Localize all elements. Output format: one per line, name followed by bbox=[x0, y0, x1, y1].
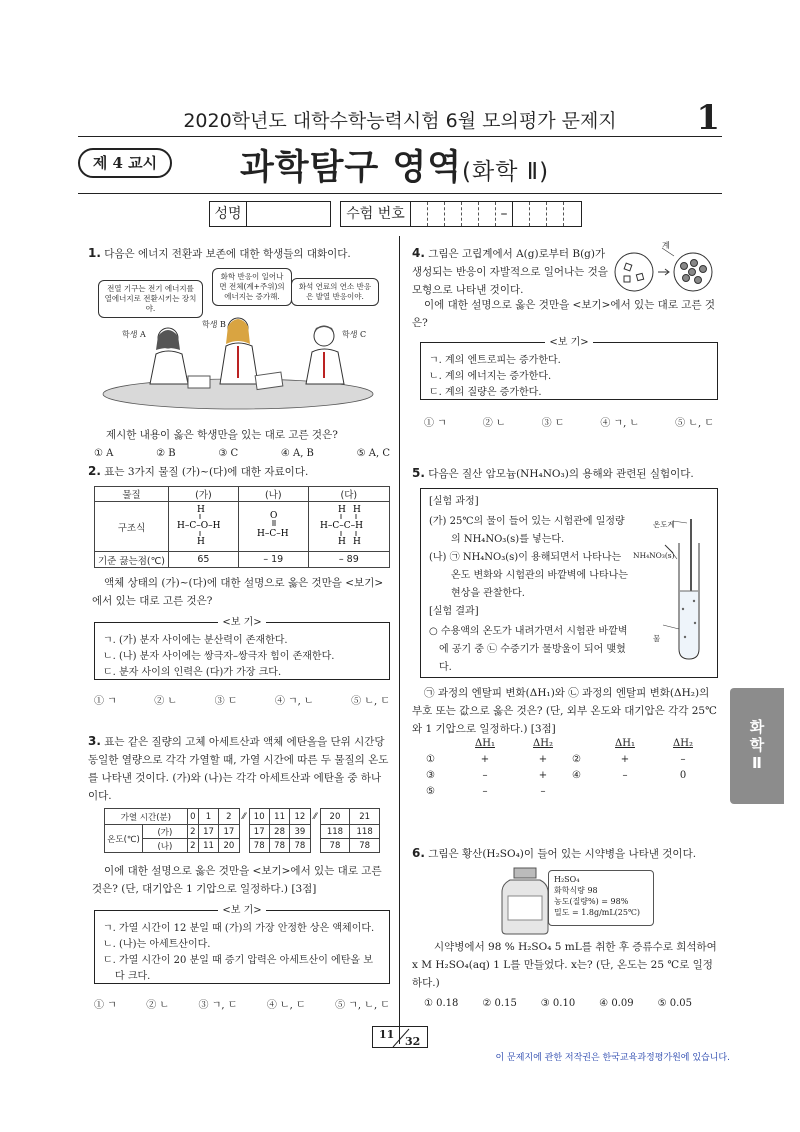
q3-time: 10 bbox=[249, 809, 269, 825]
q2-structure-label: 구조식 bbox=[95, 502, 169, 552]
q3-time: 20 bbox=[320, 809, 350, 825]
name-box bbox=[209, 201, 331, 227]
copyright-note: 이 문제지에 관한 저작권은 한국교육과정평가원에 있습니다. bbox=[495, 1053, 730, 1063]
q4-choice[interactable]: ③ ㄷ bbox=[541, 418, 565, 429]
q3-choices bbox=[94, 996, 390, 1011]
q5-option-h2: – bbox=[680, 754, 686, 765]
q1-illustration bbox=[88, 266, 388, 414]
student-c-label: 학생 C bbox=[342, 330, 367, 339]
q5-option-h2: + bbox=[538, 770, 548, 781]
svg-text:H–C–C–H: H–C–C–H bbox=[319, 521, 363, 531]
subject-side-tab bbox=[730, 688, 784, 804]
q5-col-h2: ΔH₂ bbox=[533, 738, 553, 749]
q5-result: ○ 수용액의 온도가 내려가면서 시험관 바깥벽에 공기 중 ㉡ 수증기가 물방울이 되어 맺혔다. bbox=[429, 626, 628, 673]
q4-figure bbox=[612, 241, 722, 294]
q2-choice[interactable]: ② ㄴ bbox=[154, 696, 178, 707]
q4-question: 이에 대한 설명으로 옳은 것만을 <보기>에서 있는 대로 고른 것은? bbox=[412, 299, 716, 329]
q4-box bbox=[420, 337, 718, 400]
svg-text:H–C–H: H–C–H bbox=[257, 529, 289, 539]
q5-option-row bbox=[426, 752, 716, 768]
q3-break bbox=[310, 839, 320, 853]
q3-temp-ga: 17 bbox=[219, 825, 239, 839]
q3-row-ga-label: (가) bbox=[143, 825, 188, 839]
q3-choice[interactable]: ④ ㄴ, ㄷ bbox=[266, 1000, 306, 1011]
q3-question: 이에 대한 설명으로 옳은 것만을 <보기>에서 있는 대로 고른 것은? (단, 대기압은 1 기압으로 일정하다.) [3점] bbox=[92, 865, 382, 895]
q3-time: 21 bbox=[350, 809, 380, 825]
q3-temp-ga: 28 bbox=[269, 825, 289, 839]
q4-box-item: ㄱ. 계의 엔트로피는 증가한다. bbox=[429, 355, 561, 366]
isolated-system-diagram bbox=[612, 244, 722, 294]
q3-time: 0 bbox=[187, 809, 198, 825]
svg-text:H: H bbox=[337, 537, 346, 547]
q5-option-h2: 0 bbox=[679, 770, 687, 781]
q1-stem bbox=[88, 244, 388, 263]
q3-box bbox=[94, 905, 390, 984]
q3-stem-text: 표는 같은 질량의 고체 아세트산과 액체 에탄올을 단위 시간당 동일한 열량으로 각각 가열할 때, 가열 시간에 따른 두 물질의 온도를 나타낸 것이다. (가)와 (나)는 각각 아세트산과 에탄올 중 하나이다. bbox=[88, 736, 389, 802]
q3-temp-na: 2 bbox=[187, 839, 198, 853]
q4-box-label: <보 기> bbox=[545, 337, 592, 348]
q5-question: ㉠ 과정의 엔탈피 변화(ΔH₁)와 ㉡ 과정의 엔탈피 변화(ΔH₂)의 부호 또는 값으로 옳은 것은? (단, 외부 온도와 대기압은 각각 25℃와 1 기압으로 일정하다.) [3점] bbox=[412, 687, 717, 735]
exam-number-digit[interactable] bbox=[530, 202, 547, 226]
svg-text:H: H bbox=[197, 537, 206, 547]
side-tab-char: 화 bbox=[749, 718, 765, 736]
q3-choice[interactable]: ② ㄴ bbox=[146, 1000, 170, 1011]
q6-label-density: 밀도 = 1.8g/mL(25℃) bbox=[554, 908, 641, 917]
q3-temp-na: 78 bbox=[350, 839, 380, 853]
q2-choice[interactable]: ④ ㄱ, ㄴ bbox=[274, 696, 314, 707]
reagent-bottle bbox=[500, 866, 552, 936]
q5-option-h1: – bbox=[482, 786, 488, 797]
q5-option-h1: – bbox=[622, 770, 628, 781]
q5-option-h2: – bbox=[540, 786, 546, 797]
q3-box-item: ㄴ. (나)는 아세트산이다. bbox=[103, 939, 211, 950]
q3-temp-ga: 17 bbox=[198, 825, 218, 839]
q3-temp-ga: 2 bbox=[187, 825, 198, 839]
exam-number-digit[interactable] bbox=[411, 202, 428, 226]
q5-col-h1: ΔH₁ bbox=[475, 738, 495, 749]
q3-break bbox=[310, 825, 320, 839]
q5-options-header bbox=[426, 736, 716, 752]
side-tab-char: Ⅱ bbox=[752, 754, 762, 772]
session-badge: 제 4 교시 bbox=[78, 148, 172, 178]
q5-options bbox=[426, 736, 716, 800]
q2-table-header: (가) bbox=[169, 487, 239, 502]
section-subtitle: (화학 Ⅱ) bbox=[462, 159, 550, 185]
q3-box-item: ㄷ. 가열 시간이 20 분일 때 증기 압력은 아세트산이 에탄올 보다 크다. bbox=[103, 955, 373, 982]
svg-text:H: H bbox=[352, 505, 361, 515]
q3-box-label: <보 기> bbox=[218, 905, 265, 916]
q4-stem bbox=[412, 244, 612, 299]
exam-number-digit[interactable] bbox=[564, 202, 581, 226]
q3-number: 3. bbox=[88, 734, 101, 748]
q1-choice[interactable]: ⑤ A, C bbox=[356, 448, 390, 459]
q6-stem bbox=[412, 844, 722, 863]
q3-choice[interactable]: ① ㄱ bbox=[94, 1000, 117, 1011]
q2-question: 액체 상태의 (가)~(다)에 대한 설명으로 옳은 것만을 <보기>에서 있는 대로 고른 것은? bbox=[92, 577, 384, 607]
exam-number-box bbox=[340, 201, 582, 227]
q6-choice[interactable]: ② 0.15 bbox=[482, 998, 517, 1009]
q2-number: 2. bbox=[88, 464, 101, 478]
q6-choice[interactable]: ④ 0.09 bbox=[599, 998, 634, 1009]
q5-thermometer-label: 온도계 bbox=[653, 520, 675, 529]
exam-number-digit[interactable] bbox=[547, 202, 564, 226]
header-rule-top bbox=[78, 136, 722, 137]
q6-label-card bbox=[548, 870, 654, 926]
q2-table-header: (나) bbox=[238, 487, 308, 502]
exam-number-dash: – bbox=[496, 202, 513, 226]
q1-stem-text: 다음은 에너지 전환과 보존에 대한 학생들의 대화이다. bbox=[104, 248, 351, 260]
q3-row-na-label: (나) bbox=[143, 839, 188, 853]
q2-table-header: 물질 bbox=[95, 487, 169, 502]
q2-choice[interactable]: ⑤ ㄴ, ㄷ bbox=[351, 696, 390, 707]
q5-solid-label: NH₄NO₃(s) bbox=[633, 551, 675, 560]
q1-question: 제시한 내용이 옳은 학생만을 있는 대로 고른 것은? bbox=[106, 429, 338, 441]
q3-temp-na: 11 bbox=[198, 839, 218, 853]
q6-choice[interactable]: ⑤ 0.05 bbox=[657, 998, 692, 1009]
q4-box-item: ㄴ. 계의 에너지는 증가한다. bbox=[429, 371, 552, 382]
q5-col-h1: ΔH₁ bbox=[615, 738, 635, 749]
q3-time: 11 bbox=[269, 809, 289, 825]
svg-text:H: H bbox=[197, 505, 206, 515]
q3-choice[interactable]: ⑤ ㄱ, ㄴ, ㄷ bbox=[335, 1000, 390, 1011]
q2-table bbox=[94, 486, 390, 568]
column-divider bbox=[399, 236, 400, 1044]
exam-number-label: 수험 번호 bbox=[341, 202, 411, 226]
structure-ga bbox=[169, 502, 239, 552]
q5-option-h1: – bbox=[482, 770, 488, 781]
exam-number-digit[interactable] bbox=[445, 202, 462, 226]
q2-box bbox=[94, 617, 390, 680]
q4-system-label: 계 bbox=[662, 241, 670, 250]
svg-text:H: H bbox=[337, 505, 346, 515]
q2-box-item: ㄴ. (나) 분자 사이에는 쌍극자–쌍극자 힘이 존재한다. bbox=[103, 651, 335, 662]
q6-choices bbox=[424, 998, 692, 1009]
bubble-b: 화학 반응이 일어나면 전체(계+주위)의 에너지는 증가해. bbox=[212, 268, 292, 306]
svg-text:H: H bbox=[352, 537, 361, 547]
q5-col-h2: ΔH₂ bbox=[673, 738, 693, 749]
q1-choice[interactable]: ③ C bbox=[218, 448, 239, 459]
structure-na-formula bbox=[243, 502, 303, 548]
q5-number: 5. bbox=[412, 466, 425, 480]
exam-number-digit[interactable] bbox=[462, 202, 479, 226]
q5-option-num[interactable]: ③ bbox=[426, 770, 435, 781]
q4-choice[interactable]: ④ ㄱ, ㄴ bbox=[600, 418, 640, 429]
q3-time: 1 bbox=[198, 809, 218, 825]
footer-page-box bbox=[372, 1026, 428, 1048]
name-label: 성명 bbox=[210, 202, 247, 226]
q3-time: 12 bbox=[290, 809, 310, 825]
structure-da bbox=[308, 502, 389, 552]
q5-proc-na: (나) ㉠ NH₄NO₃(s)이 용해되면서 나타나는 온도 변화와 시험관의 바깥벽에 나타나는 현상을 관찰한다. bbox=[429, 552, 628, 599]
q6-label-mw: 화학식량 98 bbox=[554, 886, 598, 895]
exam-number-digit[interactable] bbox=[513, 202, 530, 226]
q4-box-item: ㄷ. 계의 질량은 증가한다. bbox=[429, 387, 542, 398]
side-tab-char: 학 bbox=[749, 736, 765, 754]
q3-break bbox=[239, 839, 249, 853]
q1-choice[interactable]: ① A bbox=[94, 448, 114, 459]
q5-option-h2: + bbox=[538, 754, 548, 765]
q5-proc-label: [실험 과정] bbox=[429, 496, 479, 507]
structure-na bbox=[238, 502, 308, 552]
student-b-label: 학생 B bbox=[202, 320, 226, 329]
q5-stem bbox=[412, 464, 722, 483]
q2-bp-value: – 89 bbox=[308, 552, 389, 568]
q2-choice[interactable]: ③ ㄷ bbox=[214, 696, 238, 707]
q3-break bbox=[239, 825, 249, 839]
q4-number: 4. bbox=[412, 246, 425, 260]
q3-temp-na: 20 bbox=[219, 839, 239, 853]
q6-choice[interactable]: ③ 0.10 bbox=[540, 998, 576, 1009]
q3-temp-ga: 118 bbox=[320, 825, 350, 839]
q5-option-h1: + bbox=[480, 754, 490, 765]
students-drawing bbox=[88, 266, 388, 414]
q2-box-item: ㄷ. 분자 사이의 인력은 (다)가 가장 크다. bbox=[103, 667, 282, 678]
exam-title: 2020학년도 대학수학능력시험 6월 모의평가 문제지 bbox=[183, 110, 617, 132]
q5-stem-text: 다음은 질산 암모늄(NH₄NO₃)의 용해와 관련된 실험이다. bbox=[428, 468, 694, 480]
q3-temp-na: 78 bbox=[290, 839, 310, 853]
q1-choices bbox=[94, 448, 390, 459]
q4-choice[interactable]: ⑤ ㄴ, ㄷ bbox=[675, 418, 714, 429]
footer-page: 11 bbox=[379, 1028, 395, 1041]
student-a-label: 학생 A bbox=[122, 330, 146, 339]
q2-bp-value: – 19 bbox=[238, 552, 308, 568]
q3-temp-ga: 118 bbox=[350, 825, 380, 839]
q2-box-item: ㄱ. (가) 분자 사이에는 분산력이 존재한다. bbox=[103, 635, 288, 646]
exam-number-digit[interactable] bbox=[428, 202, 445, 226]
q5-option-row bbox=[426, 768, 716, 784]
q2-bp-value: 65 bbox=[169, 552, 239, 568]
q6-label-formula: H₂SO₄ bbox=[554, 875, 580, 884]
q1-choice[interactable]: ② B bbox=[156, 448, 176, 459]
q5-water-label: 물 bbox=[653, 634, 661, 643]
q6-stem-text: 그림은 황산(H₂SO₄)이 들어 있는 시약병을 나타낸 것이다. bbox=[428, 848, 697, 860]
q4-choice[interactable]: ① ㄱ bbox=[424, 418, 447, 429]
q5-option-row bbox=[426, 784, 716, 800]
structure-da-formula bbox=[314, 502, 384, 548]
q2-bp-label: 기준 끓는점(℃) bbox=[95, 552, 169, 568]
q3-temp-label: 온도(℃) bbox=[105, 825, 143, 853]
q5-option-num[interactable]: ⑤ bbox=[426, 786, 435, 797]
section-title-main: 과학탐구 영역 bbox=[240, 148, 463, 188]
q1-choice[interactable]: ④ A, B bbox=[280, 448, 314, 459]
q5-option-h1: + bbox=[620, 754, 630, 765]
structure-ga-formula bbox=[173, 502, 233, 548]
q2-choices bbox=[94, 692, 390, 707]
q2-box-label: <보 기> bbox=[218, 617, 265, 628]
section-title bbox=[240, 140, 549, 190]
q3-box-item: ㄱ. 가열 시간이 12 분일 때 (가)의 가장 안정한 상은 액체이다. bbox=[103, 923, 375, 934]
exam-number-digit[interactable] bbox=[479, 202, 496, 226]
bubble-a: 전열 기구는 전기 에너지를 열에너지로 전환시키는 장치야. bbox=[98, 280, 203, 318]
q2-table-header: (다) bbox=[308, 487, 389, 502]
q5-option-num[interactable]: ② bbox=[572, 754, 581, 765]
q3-temp-ga: 39 bbox=[290, 825, 310, 839]
q6-choice[interactable]: ① 0.18 bbox=[424, 998, 459, 1009]
q3-break: ⁄⁄ bbox=[239, 809, 249, 825]
q3-temp-na: 78 bbox=[249, 839, 269, 853]
q6-number: 6. bbox=[412, 846, 425, 860]
q5-option-num[interactable]: ① bbox=[426, 754, 435, 765]
page-number: 1 bbox=[696, 98, 720, 138]
q3-time-label: 가열 시간(분) bbox=[105, 809, 188, 825]
svg-text:H–C–O–H: H–C–O–H bbox=[177, 521, 221, 531]
name-field[interactable] bbox=[247, 202, 330, 226]
q3-time: 2 bbox=[219, 809, 239, 825]
q3-table bbox=[104, 808, 380, 853]
svg-text:O: O bbox=[270, 511, 278, 521]
q5-experiment-box bbox=[420, 488, 718, 678]
q3-temp-na: 78 bbox=[269, 839, 289, 853]
q3-choice[interactable]: ③ ㄱ, ㄷ bbox=[198, 1000, 238, 1011]
q4-choices bbox=[424, 414, 714, 429]
q5-result-label: [실험 결과] bbox=[429, 606, 479, 617]
q5-proc-ga: (가) 25℃의 물이 들어 있는 시험관에 일정량의 NH₄NO₃(s)를 넣는다. bbox=[429, 516, 625, 545]
q3-temp-na: 78 bbox=[320, 839, 350, 853]
q3-break: ⁄⁄ bbox=[310, 809, 320, 825]
q5-option-num[interactable]: ④ bbox=[572, 770, 581, 781]
header-rule-bottom bbox=[78, 193, 722, 194]
q1-number: 1. bbox=[88, 246, 101, 260]
q3-stem bbox=[88, 732, 390, 805]
q2-stem-text: 표는 3가지 물질 (가)~(다)에 대한 자료이다. bbox=[104, 466, 309, 478]
q3-temp-ga: 17 bbox=[249, 825, 269, 839]
q2-stem bbox=[88, 462, 388, 481]
q4-choice[interactable]: ② ㄴ bbox=[482, 418, 506, 429]
footer-total: 32 bbox=[405, 1035, 421, 1048]
q2-choice[interactable]: ① ㄱ bbox=[94, 696, 117, 707]
q6-label-conc: 농도(질량%) = 98% bbox=[554, 897, 629, 906]
bubble-c: 화석 연료의 연소 반응은 발열 반응이야. bbox=[291, 278, 379, 306]
q6-question: 시약병에서 98 % H₂SO₄ 5 mL를 취한 후 증류수로 희석하여 x M H₂SO₄(aq) 1 L를 만들었다. x는? (단, 온도는 25 ℃로 일정하다.) bbox=[412, 941, 717, 989]
q4-stem-text: 그림은 고립계에서 A(g)로부터 B(g)가 생성되는 반응이 자발적으로 일어나는 것을 모형으로 나타낸 것이다. bbox=[412, 248, 608, 296]
